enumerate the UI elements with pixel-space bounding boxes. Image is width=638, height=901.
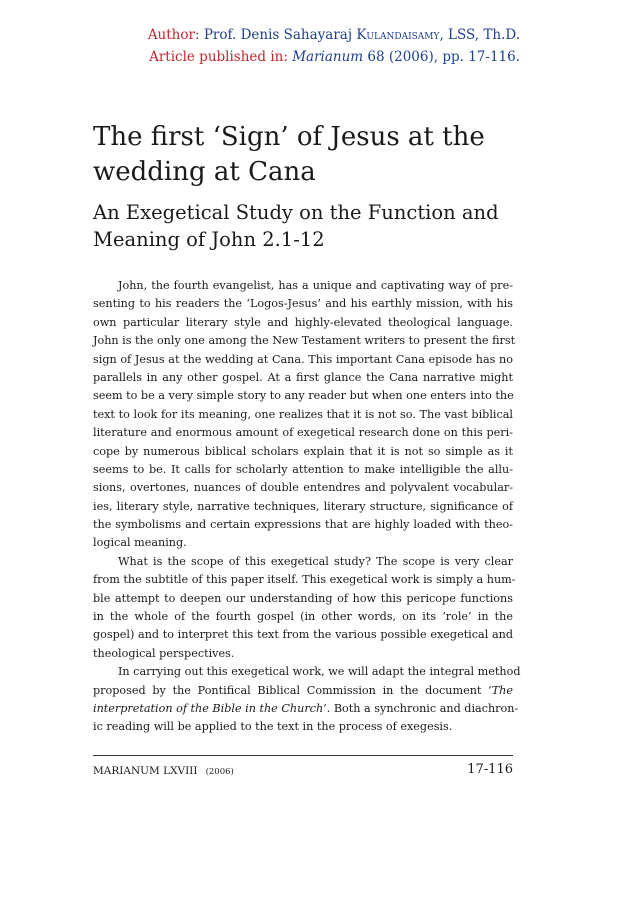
text-line: ble attempt to deepen our understanding of how this pericope functions (93, 591, 513, 605)
author-name: Prof. Denis Sahayaraj (203, 27, 353, 43)
text-line: from the subtitle of this paper itself. This exegetical work is simply a hum- (93, 573, 516, 587)
author-label: Author: (147, 27, 200, 43)
document-title-italic: interpretation of the Bible in the Church (93, 701, 324, 715)
article-body (93, 277, 521, 737)
article-subtitle (93, 199, 533, 253)
text-line: seem to be a very simple story to any reader but when one enters into the (93, 389, 514, 403)
text-segment: ’. Both a synchronic and diachron- (323, 701, 519, 715)
author-degrees: , LSS, Th.D. (439, 27, 520, 43)
subtitle-line-2: Meaning of John 2.1-12 (93, 228, 325, 251)
text-line: gospel) and to interpret this text from the various possible exegetical and (93, 628, 513, 642)
text-line: In carrying out this exegetical work, we will adapt the integral method (118, 665, 521, 679)
text-line: John is the only one among the New Testament writers to present the first (93, 334, 516, 348)
text-line (93, 700, 519, 718)
text-line: literature and enormous amount of exegetical research done on this peri- (93, 426, 513, 440)
page-range: 17-116 (467, 762, 513, 777)
text-segment: proposed by the Pontifical Biblical Commission in the document (93, 683, 482, 697)
journal-name: Marianum (292, 49, 364, 65)
text-line: logical meaning. (93, 536, 187, 550)
text-line: John, the fourth evangelist, has a unique and captivating way of pre- (118, 279, 513, 292)
text-line: cope by numerous biblical scholars explain that it is not so simple as it (93, 444, 513, 458)
paragraph-3 (93, 663, 521, 737)
text-line: in the whole of the fourth gospel (in other words, on its ‘role’ in the (93, 610, 513, 624)
citation-header (100, 24, 520, 68)
paragraph-1 (93, 277, 516, 553)
text-line: sions, overtones, nuances of double entendres and polyvalent vocabular- (93, 481, 513, 495)
article-title (93, 120, 533, 190)
published-label: Article published in: (149, 49, 288, 65)
text-line (93, 682, 513, 700)
text-line: own particular literary style and highly-elevated theological language. (93, 315, 513, 329)
journal-reference: 68 (2006), pp. 17-116. (367, 49, 520, 65)
text-line: What is the scope of this exegetical study? The scope is very clear (118, 554, 513, 568)
text-line: seems to be. It calls for scholarly attention to make intelligible the allu- (93, 462, 513, 476)
journal-year: (2006) (205, 767, 234, 777)
title-line-2: wedding at Cana (93, 157, 316, 187)
text-line: parallels in any other gospel. At a first glance the Cana narrative might (93, 370, 513, 384)
text-line: senting to his readers the ‘Logos-Jesus’ and his earthly mission, with his (93, 297, 513, 311)
text-line: the symbolisms and certain expressions that are highly loaded with theo- (93, 518, 513, 532)
author-line (100, 24, 520, 46)
text-line: ic reading will be applied to the text in the process of exegesis. (93, 720, 453, 734)
publication-line (100, 46, 520, 68)
footer-rule (93, 755, 513, 756)
document-title-italic: ‘The (488, 683, 514, 697)
text-line: sign of Jesus at the wedding at Cana. This important Cana episode has no (93, 352, 513, 366)
title-line-1: The first ‘Sign’ of Jesus at the (93, 122, 485, 152)
footer-journal (93, 765, 234, 777)
text-line: ies, literary style, narrative techniques, literary structure, significance of (93, 499, 513, 513)
journal-issue: MARIANUM LXVIII (93, 765, 198, 777)
text-line: text to look for its meaning, one realizes that it is not so. The vast biblical (93, 407, 513, 421)
text-line: theological perspectives. (93, 646, 235, 660)
author-surname: Kulandaisamy (356, 27, 440, 43)
subtitle-line-1: An Exegetical Study on the Function and (93, 201, 499, 224)
paragraph-2 (93, 553, 516, 663)
